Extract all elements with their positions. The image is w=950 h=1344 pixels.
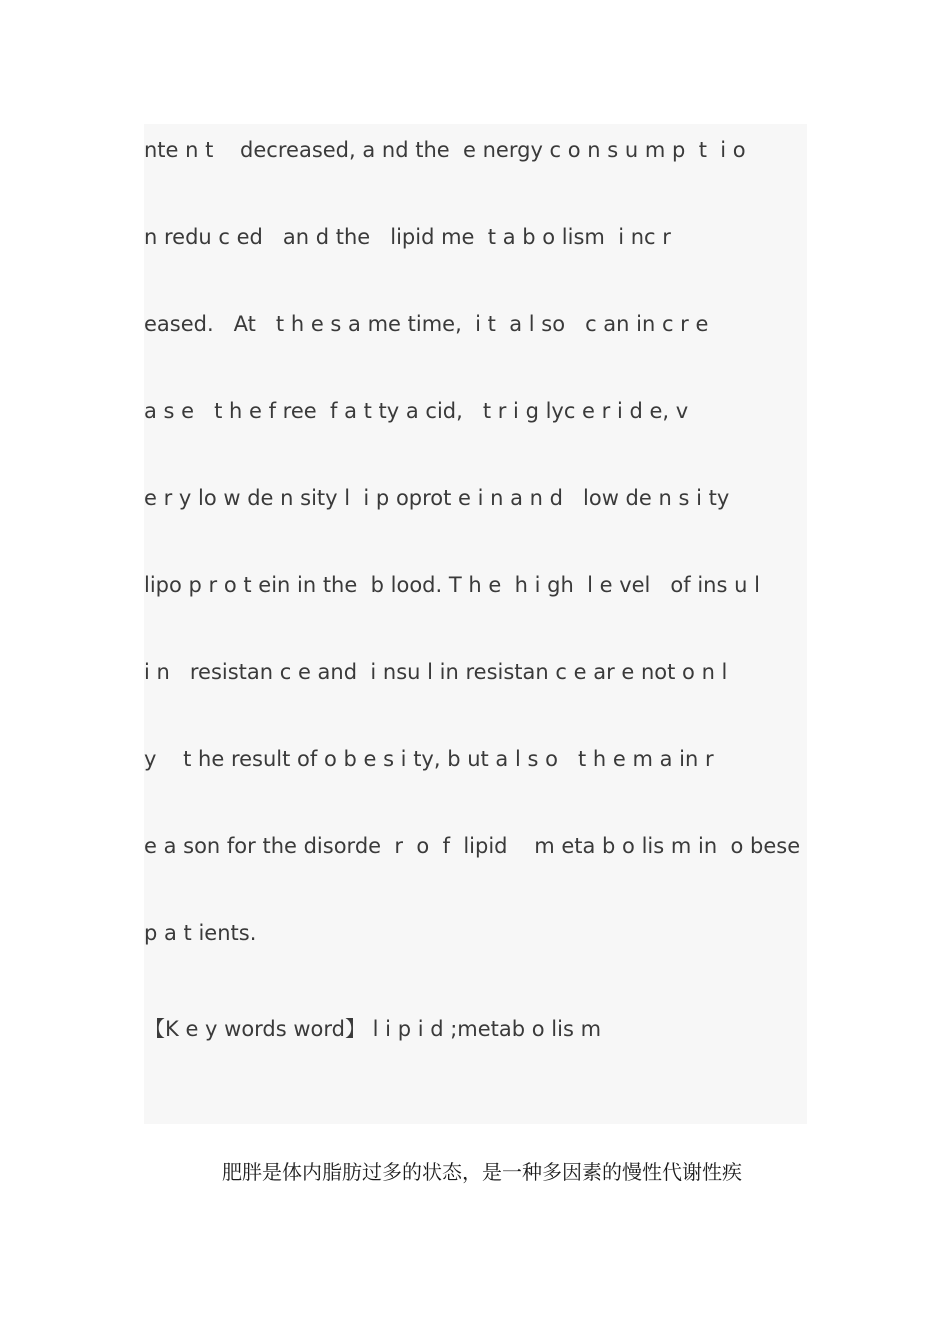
- body-paragraph-start: 肥胖是体内脂肪过多的状态，是一种多因素的慢性代谢性疾: [222, 1160, 742, 1184]
- abstract-line-9: e a son for the disorde r o f lipid m eta b o lis m in o bese: [144, 834, 801, 858]
- abstract-line-6: lipo p r o t ein in the b lood. T h e h i gh l e vel of ins u l: [144, 573, 760, 597]
- abstract-line-2: n redu c ed an d the lipid me t a b o lism i nc r: [144, 225, 671, 249]
- abstract-line-3: eased. At t h e s a me time, i t a l so c an in c r e: [144, 312, 709, 336]
- abstract-line-8: y t he result of o b e s i ty, b ut a l s o t h e m a in r: [144, 747, 714, 771]
- abstract-line-1: nte n t decreased, a nd the e nergy c o n s u m p t i o: [144, 138, 746, 162]
- keywords-line: 【K e y words word】 l i p i d ;metab o lis m: [144, 1017, 602, 1041]
- abstract-background: [144, 124, 807, 1124]
- abstract-line-7: i n resistan c e and i nsu l in resistan c e ar e not o n l: [144, 660, 728, 684]
- abstract-line-4: a s e t h e f ree f a t ty a cid, t r i g lyc e r i d e, v: [144, 399, 689, 423]
- abstract-line-5: e r y lo w de n sity l i p oprot e i n a n d low de n s i ty: [144, 486, 730, 510]
- abstract-line-10: p a t ients.: [144, 921, 257, 945]
